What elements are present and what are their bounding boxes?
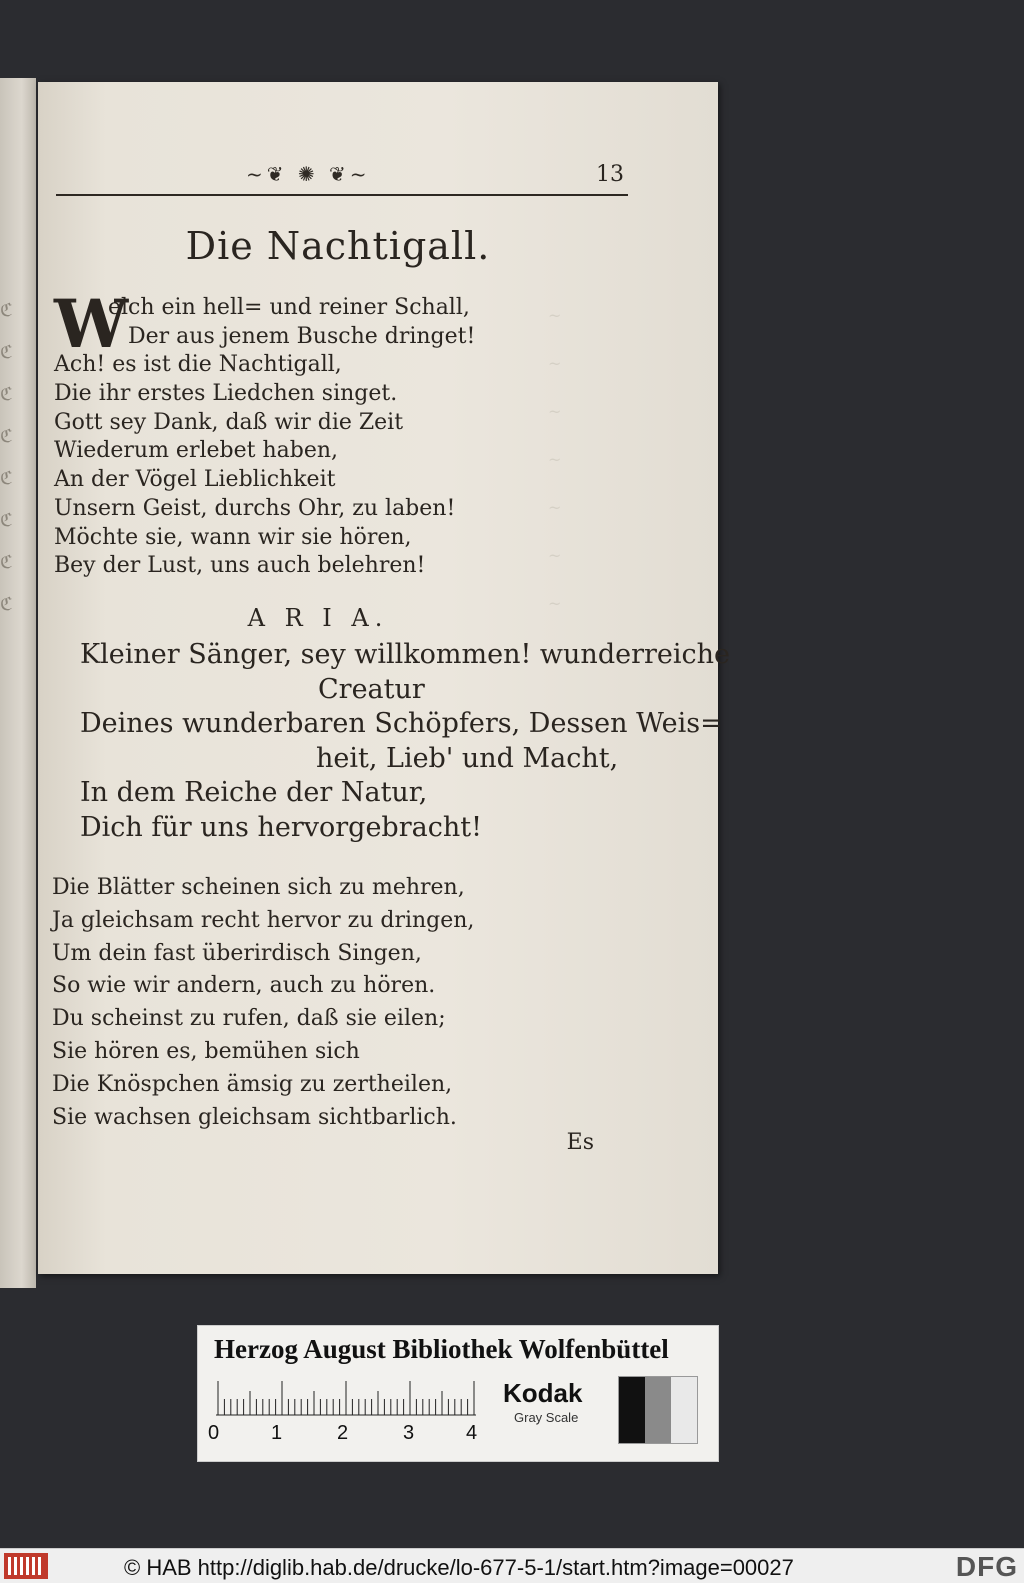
stanza-two xyxy=(52,872,612,1134)
swatch-black xyxy=(619,1377,645,1443)
ruler-number: 2 xyxy=(337,1422,349,1444)
poem-title: Die Nachtigall. xyxy=(185,224,491,268)
verse-line: An der Vögel Lieblichkeit xyxy=(54,467,336,493)
verse-line: Die Knöspchen ämsig zu zertheilen, xyxy=(52,1071,453,1097)
verse-line: Wiederum erlebet haben, xyxy=(54,438,339,464)
ruler-number: 3 xyxy=(403,1422,415,1444)
verse-line: Unsern Geist, durchs Ohr, zu laben! xyxy=(54,495,456,521)
verse-line: Sie hören es, bemühen sich xyxy=(52,1038,360,1064)
ruler-ticks xyxy=(216,1378,478,1416)
header-ornament: ~❦ ✺ ❦~ xyxy=(246,162,371,186)
color-calibration-card xyxy=(197,1325,719,1462)
verse-line: Sie wachsen gleichsam sichtbarlich. xyxy=(52,1104,457,1130)
verse-line: Die ihr erstes Liedchen singet. xyxy=(54,381,398,407)
hab-logo-icon xyxy=(4,1553,48,1579)
aria-line: Deines wunderbaren Schöpfers, Dessen Weis= xyxy=(80,708,723,739)
copyright-url[interactable]: © HAB http://diglib.hab.de/drucke/lo-677-5-1/start.htm?image=00027 xyxy=(124,1555,794,1580)
swatch-gray xyxy=(645,1377,671,1443)
aria-line: Kleiner Sänger, sey willkommen! wunderreiche xyxy=(80,639,731,670)
aria-line: Dich für uns hervorgebracht! xyxy=(80,811,482,843)
verse-line: Die Blätter scheinen sich zu mehren, xyxy=(52,875,465,900)
aria-line: Creatur xyxy=(318,673,425,705)
ruler-numbers xyxy=(208,1422,498,1446)
verse-line: Möchte sie, wann wir sie hören, xyxy=(54,524,412,550)
stanza-one xyxy=(54,285,614,581)
verse-line: So wie wir andern, auch zu hören. xyxy=(52,973,436,999)
bleed-through: ~ ~ ~ ~ ~ ~ ~ xyxy=(548,306,562,613)
footer-bar xyxy=(0,1548,1024,1583)
page-header xyxy=(56,160,628,196)
aria-line: In dem Reiche der Natur, xyxy=(80,777,428,808)
dfg-logo: DFG xyxy=(955,1551,1018,1582)
verse-line: Um dein fast überirdisch Singen, xyxy=(52,940,422,966)
swatch-white xyxy=(671,1377,697,1443)
library-name: Herzog August Bibliothek Wolfenbüttel xyxy=(214,1334,669,1364)
verse-line: Der aus jenem Busche dringet! xyxy=(128,323,476,349)
page-number: 13 xyxy=(596,162,624,187)
ruler-number: 1 xyxy=(271,1422,283,1444)
kodak-subtitle: Gray Scale xyxy=(514,1410,579,1425)
drop-capital: W xyxy=(54,285,129,363)
aria-heading: A R I A. xyxy=(247,604,389,632)
ruler-number: 0 xyxy=(208,1422,220,1444)
ruler-number: 4 xyxy=(466,1422,478,1444)
gray-scale-swatches xyxy=(618,1376,698,1444)
book-page xyxy=(38,82,731,1274)
verse-line: Du scheinst zu rufen, daß sie eilen; xyxy=(52,1006,446,1032)
scale-ruler xyxy=(216,1378,478,1416)
kodak-logo: Kodak xyxy=(503,1378,583,1408)
verse-line: Gott sey Dank, daß wir die Zeit xyxy=(54,409,404,435)
aria-line: heit, Lieb' und Macht, xyxy=(316,742,619,774)
verse-line: Ja gleichsam recht hervor zu dringen, xyxy=(52,907,475,933)
verse-line: Bey der Lust, uns auch belehren! xyxy=(54,553,426,579)
previous-page-marks: ℭ ℭ ℭ ℭ ℭ ℭ ℭ ℭ xyxy=(0,300,13,615)
aria-verse xyxy=(80,638,731,845)
verse-line: Ach! es ist die Nachtigall, xyxy=(54,352,342,378)
catchword: Es xyxy=(566,1130,594,1155)
verse-line: elch ein hell= und reiner Schall, xyxy=(108,295,470,320)
